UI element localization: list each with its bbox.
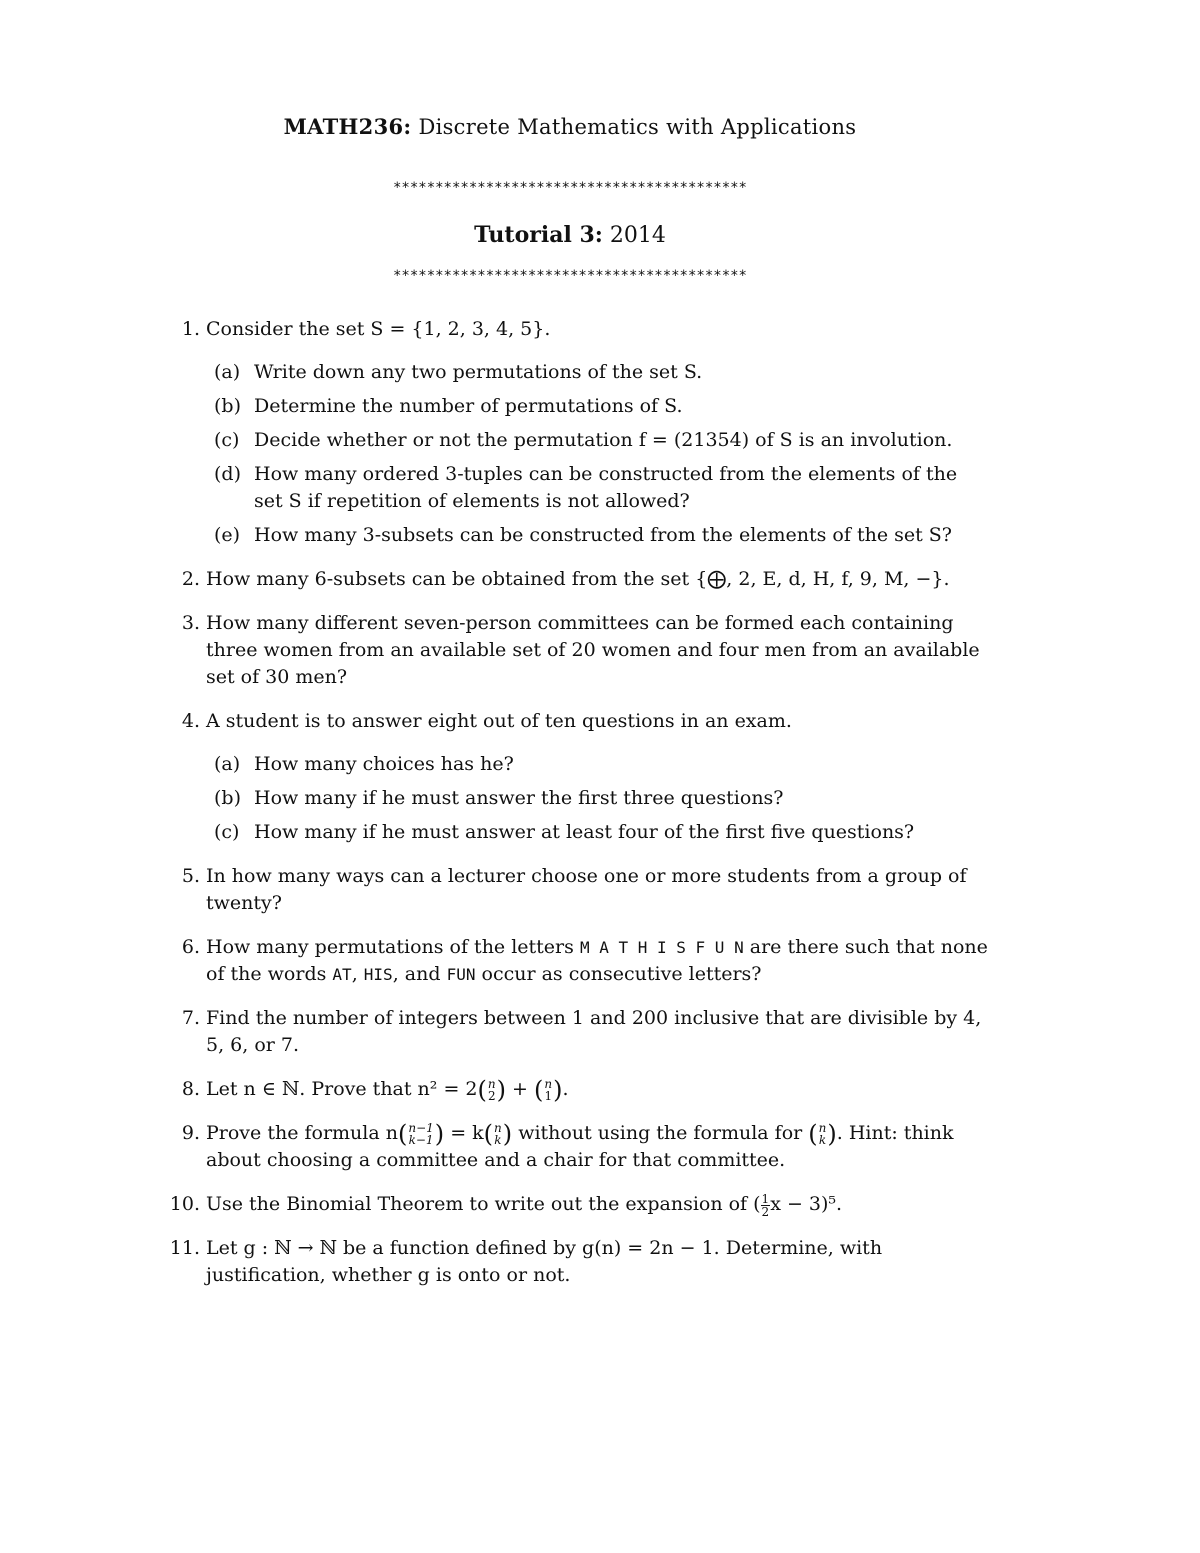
binomial-n-choose-k: ( n k ) <box>483 1120 513 1148</box>
question-number: 4. <box>181 710 200 732</box>
tutorial-label: Tutorial 3: <box>474 222 603 248</box>
question-text: Let g : ℕ → ℕ be a function defined by g(n) = 2n − 1. Determine, with justification, whether g is onto or not. <box>206 1237 883 1286</box>
letters-sequence: M A T H I S F U N <box>579 938 744 957</box>
sub-question-text: How many if he must answer at least four of the first five questions? <box>254 821 915 843</box>
sub-question-label: (e) <box>214 524 241 546</box>
sub-question <box>206 751 990 778</box>
question-text: How many 6-subsets can be obtained from the set {⨁, 2, E, d, H, f, 9, M, −}. <box>206 568 950 590</box>
question-text-part: x − 3)⁵. <box>770 1193 843 1215</box>
star-divider-top: ****************************************** <box>392 180 747 196</box>
sub-question-text: Decide whether or not the permutation f = (21354) of S is an involution. <box>254 429 953 451</box>
question-text-part: + <box>512 1078 528 1100</box>
sub-question-label: (b) <box>214 395 241 417</box>
question-number: 1. <box>181 318 200 340</box>
question-text <box>206 1191 990 1218</box>
question-text: In how many ways can a lecturer choose one or more students from a group of twenty? <box>206 865 967 914</box>
sub-question <box>206 359 990 386</box>
sub-question <box>206 522 990 549</box>
binomial-n-choose-k: ( n k ) <box>808 1120 837 1148</box>
question-text-part: and <box>404 963 441 985</box>
sub-question <box>206 785 990 812</box>
question-text: How many permutations of the letters M A T H I S F U N are there such that none of the words AT, HIS, and FUN occur as consecutive letters? <box>206 936 988 985</box>
question-3 <box>160 610 990 691</box>
sub-question-label: (b) <box>214 787 241 809</box>
binomial-n-choose-1: ( n 1 ) <box>534 1076 563 1104</box>
sub-question-list <box>206 751 990 846</box>
question-text: Consider the set S = {1, 2, 3, 4, 5}. <box>206 318 551 340</box>
binomial-n-choose-2: ( n 2 ) <box>477 1076 506 1104</box>
sub-question-list <box>206 359 990 549</box>
question-7 <box>160 1005 990 1059</box>
question-text-part: are there such that none of the words <box>206 936 988 985</box>
sub-question <box>206 819 990 846</box>
question-text-part: Let n ∈ ℕ. Prove that n² = 2 <box>206 1078 478 1100</box>
question-11 <box>160 1235 990 1289</box>
question-text: Find the number of integers between 1 and 200 inclusive that are divisible by 4, 5, 6, or 7. <box>206 1007 982 1056</box>
question-9 <box>160 1120 990 1174</box>
sub-question-text: How many ordered 3-tuples can be constructed from the elements of the set S if repetition of elements is not allowed? <box>254 463 958 512</box>
sub-question-text: How many if he must answer the first three questions? <box>254 787 784 809</box>
sub-question-label: (a) <box>214 361 241 383</box>
document-title <box>0 114 1140 139</box>
star-divider-bottom: ****************************************** <box>392 268 747 284</box>
sub-question-text: Determine the number of permutations of S. <box>254 395 683 417</box>
question-number: 11. <box>169 1237 200 1259</box>
sub-question-text: How many choices has he? <box>254 753 514 775</box>
word-his: HIS <box>363 965 393 984</box>
question-text-part: without using the formula for <box>518 1122 803 1144</box>
question-number: 10. <box>169 1193 200 1215</box>
question-number: 2. <box>181 568 200 590</box>
question-text: How many different seven-person committees can be formed each containing three women from an available set of 20 women and four men from an available set of 30 men? <box>206 612 980 688</box>
sub-question-text: Write down any two permutations of the set S. <box>254 361 703 383</box>
question-number: 3. <box>181 612 200 634</box>
sub-question-label: (c) <box>214 429 240 451</box>
question-text-part: occur as consecutive letters? <box>481 963 762 985</box>
sub-question <box>206 427 990 454</box>
sub-question-label: (d) <box>214 463 241 485</box>
sub-question <box>206 461 990 515</box>
word-fun: FUN <box>446 965 476 984</box>
question-text <box>206 1120 990 1174</box>
question-text-part: . Hint: think about choosing a committee and a chair for that committee. <box>206 1122 954 1171</box>
course-code: MATH236: <box>283 114 412 139</box>
tutorial-year: 2014 <box>609 223 666 248</box>
question-text-part: Use the Binomial Theorem to write out the expansion of ( <box>206 1193 761 1215</box>
sub-question <box>206 393 990 420</box>
question-text-part: Prove the formula n <box>206 1122 398 1144</box>
question-number: 9. <box>181 1122 200 1144</box>
question-8 <box>160 1076 990 1103</box>
course-title: Discrete Mathematics with Applications <box>418 115 857 139</box>
question-text-part: = k <box>450 1122 484 1144</box>
sub-question-text: How many 3-subsets can be constructed from the elements of the set S? <box>254 524 952 546</box>
question-6 <box>160 934 990 988</box>
sub-question-label: (a) <box>214 753 241 775</box>
question-1 <box>160 316 990 549</box>
sub-question-label: (c) <box>214 821 240 843</box>
question-list <box>160 316 990 1306</box>
question-10 <box>160 1191 990 1218</box>
question-5 <box>160 863 990 917</box>
question-number: 7. <box>181 1007 200 1029</box>
question-text <box>206 1076 990 1103</box>
word-at: AT <box>332 965 352 984</box>
question-2 <box>160 566 990 593</box>
question-text-part: How many permutations of the letters <box>206 936 574 958</box>
question-number: 6. <box>181 936 200 958</box>
binomial-n-1-choose-k-1: ( n−1 k−1 ) <box>397 1120 445 1148</box>
question-number: 8. <box>181 1078 200 1100</box>
question-4 <box>160 708 990 846</box>
question-text-part: . <box>562 1078 569 1100</box>
question-number: 5. <box>181 865 200 887</box>
question-text: A student is to answer eight out of ten questions in an exam. <box>206 710 792 732</box>
fraction-one-half: $\frac{1}{2}$ <box>761 1191 770 1219</box>
tutorial-heading <box>0 222 1140 248</box>
